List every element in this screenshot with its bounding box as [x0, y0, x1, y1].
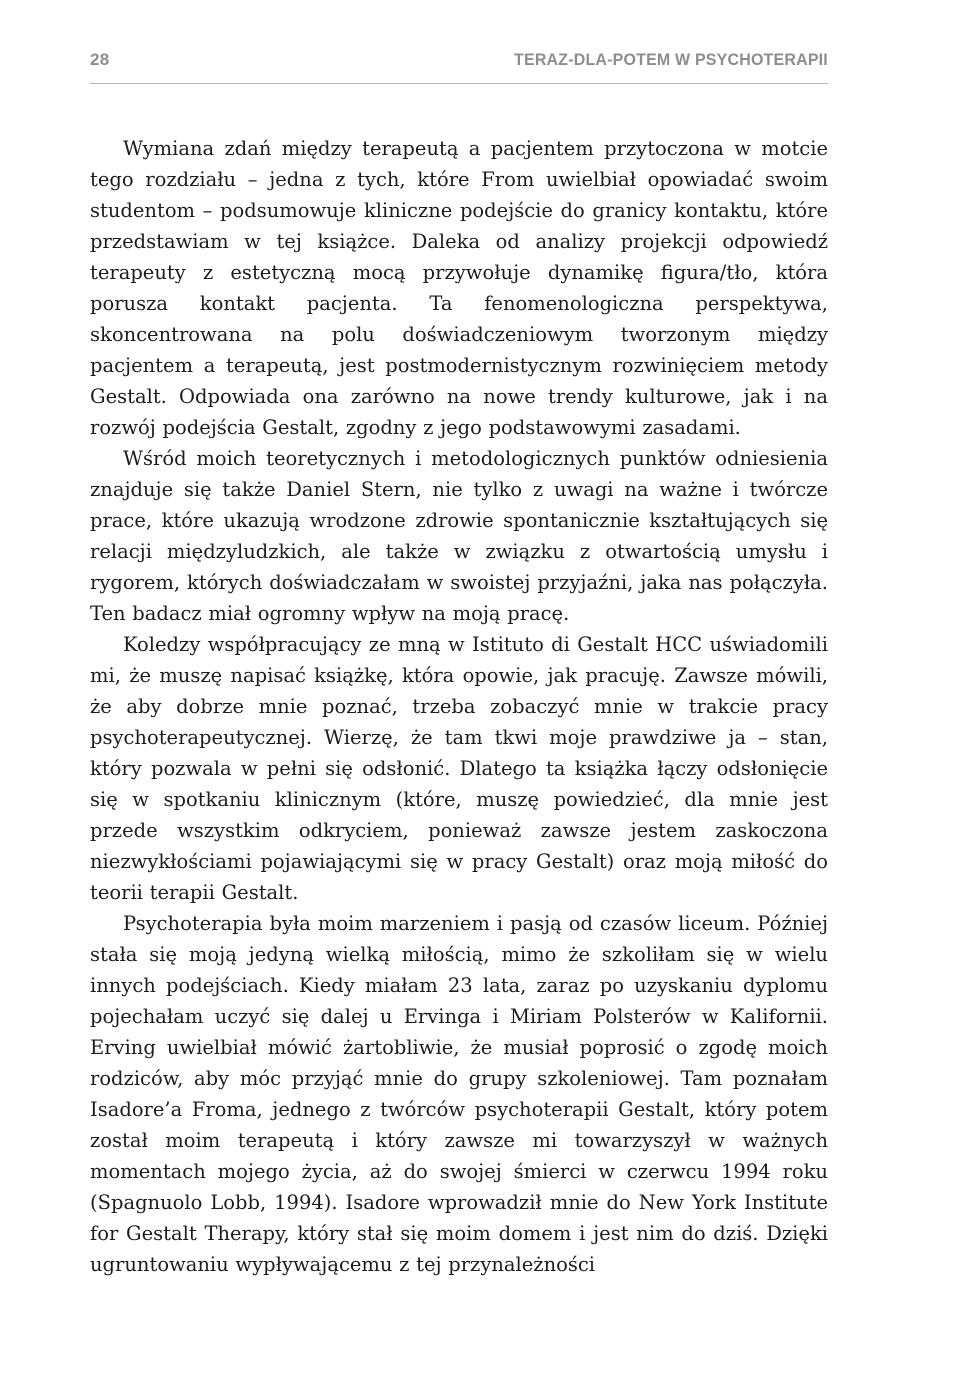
paragraph-2: Wśród moich teoretycznych i metodologicznych punktów odniesienia znajduje się także Daniel Stern, nie tylko z uwagi na ważne i twórcze prace, które ukazują wrodzone zdrowie spontanicznie kształtujących się relacji międzyludzkich, ale także w związku z otwartością umysłu i rygorem, których doświadczałam w swoistej przyjaźni, jaka nas połączyła. Ten badacz miał ogromny wpływ na moją pracę. [90, 447, 828, 625]
header-rule [90, 83, 828, 84]
paragraph-4: Psychoterapia była moim marzeniem i pasją od czasów liceum. Później stała się moją jedyną wielką miłością, mimo że szkoliłam się w wielu innych podejściach. Kiedy miałam 23 lata, zaraz po uzyskaniu dyplomu pojechałam uczyć się dalej u Ervinga i Miriam Polsterów w Kalifornii. Erving uwielbiał mówić żartobliwie, że musiał poprosić o zgodę moich rodziców, aby móc przyjąć mnie do grupy szkoleniowej. Tam poznałam Isadore’a Froma, jednego z twórców psychoterapii Gestalt, który potem został moim terapeutą i który zawsze mi towarzyszył w ważnych momentach mojego życia, aż do swojej śmierci w czerwcu 1994 roku (Spagnuolo Lobb, 1994). Isadore wprowadził mnie do New York Institute for Gestalt Therapy, który stał się moim domem i jest nim do dziś. Dzięki ugruntowaniu wypływającemu z tej przynależności [90, 912, 828, 1276]
running-title: TERAZ-DLA-POTEM W PSYCHOTERAPII [514, 50, 828, 69]
paragraph-1: Wymiana zdań między terapeutą a pacjentem przytoczona w motcie tego rozdziału – jedna z tych, które From uwielbiał opowiadać swoim studentom – podsumowuje kliniczne podejście do granicy kontaktu, które przedstawiam w tej książce. Daleka od analizy projekcji odpowiedź terapeuty z estetyczną mocą przywołuje dynamikę figura/tło, która porusza kontakt pacjenta. Ta fenomenologiczna perspektywa, skoncentrowana na polu doświadczeniowym tworzonym między pacjentem a terapeutą, jest postmodernistycznym rozwinięciem metody Gestalt. Odpowiada ona zarówno na nowe trendy kulturowe, jak i na rozwój podejścia Gestalt, zgodny z jego podstawowymi zasadami. [90, 137, 828, 439]
text-column [90, 0, 828, 1280]
page-header [90, 0, 828, 70]
paragraph-3: Koledzy współpracujący ze mną w Istituto di Gestalt HCC uświadomili mi, że muszę napisać książkę, która opowie, jak pracuję. Zawsze mówili, że aby dobrze mnie poznać, trzeba zobaczyć mnie w trakcie pracy psychoterapeutycznej. Wierzę, że tam tkwi moje prawdziwe ja – stan, który pozwala w pełni się odsłonić. Dlatego ta książka łączy odsłonięcie się w spotkaniu klinicznym (które, muszę powiedzieć, dla mnie jest przede wszystkim odkryciem, ponieważ zawsze jestem zaskoczona niezwykłościami pojawiającymi się w pracy Gestalt) oraz moją miłość do teorii terapii Gestalt. [90, 633, 828, 904]
body-text [90, 133, 828, 1280]
page-number: 28 [90, 50, 110, 69]
